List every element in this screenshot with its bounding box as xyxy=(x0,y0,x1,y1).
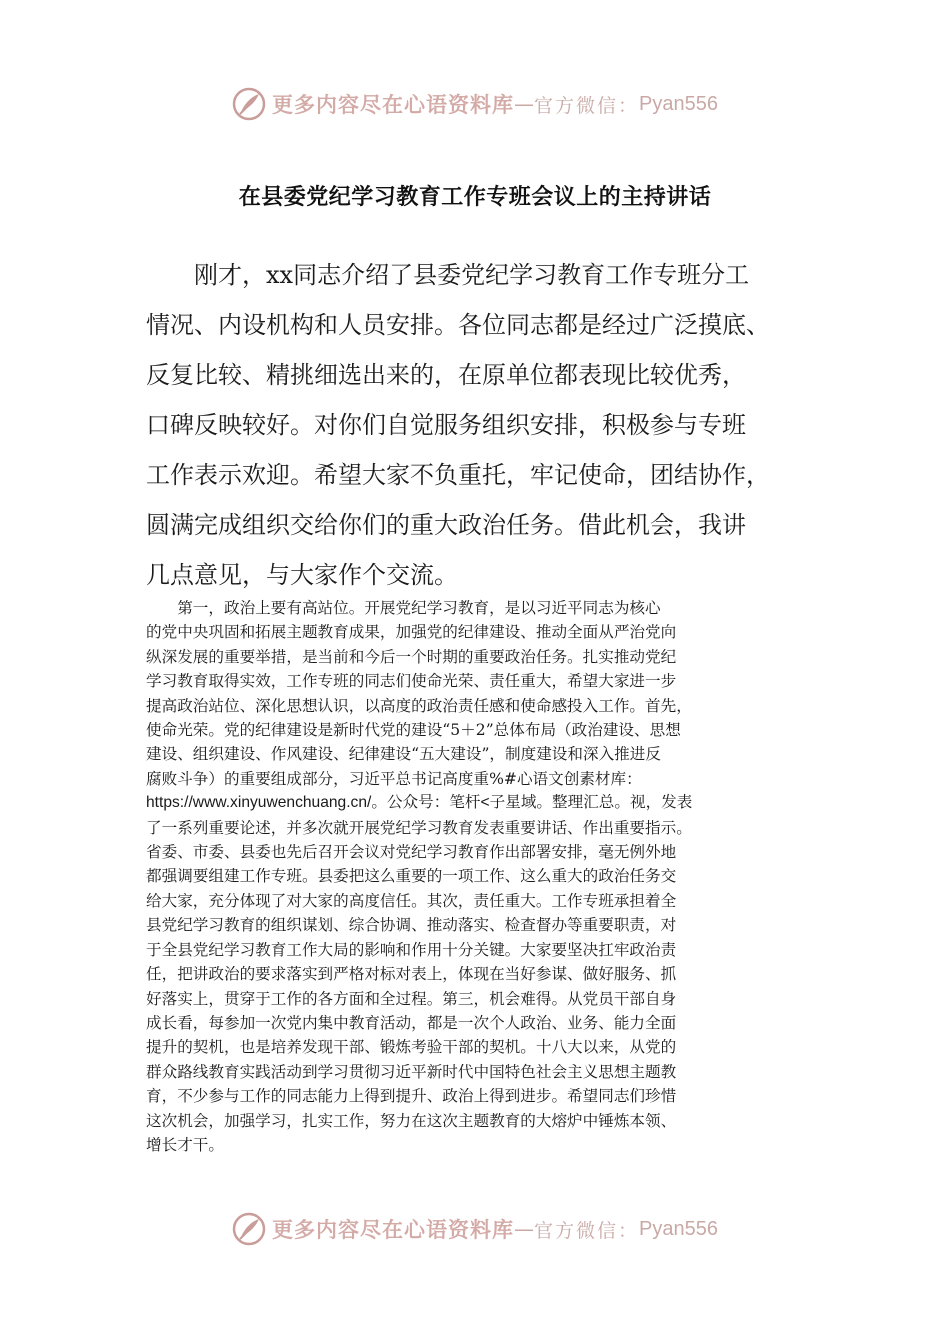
intro-line: 工作表示欢迎。希望大家不负重托，牢记使命，团结协作， xyxy=(146,461,770,489)
body-line: 增长才干。 xyxy=(146,1135,224,1154)
document-title: 在县委党纪学习教育工作专班会议上的主持讲话 xyxy=(238,184,712,210)
body-line: 提高政治站位、深化思想认识，以高度的政治责任感和使命感投入工作。首先， xyxy=(146,696,692,715)
body-line: 给大家，充分体现了对大家的高度信任。其次，责任重大。工作专班承担着全 xyxy=(146,891,677,910)
watermark-brand: 更多内容尽在心语资料库 xyxy=(272,92,514,117)
watermark-separator: — xyxy=(514,1217,534,1241)
intro-line: 口碑反映较好。对你们自觉服务组织安排，积极参与专班 xyxy=(146,411,746,439)
watermark-separator: — xyxy=(514,92,534,116)
watermark-official-label: 官方微信： xyxy=(534,1219,640,1242)
body-line: 育，不少参与工作的同志能力上得到提升、政治上得到进步。希望同志们珍惜 xyxy=(146,1087,677,1106)
watermark-official-label: 官方微信： xyxy=(534,94,640,117)
body-line: 都强调要组建工作专班。县委把这么重要的一项工作、这么重大的政治任务交 xyxy=(146,867,677,886)
header-watermark-banner xyxy=(0,84,950,124)
body-line: 于全县党纪学习教育工作大局的影响和作用十分关键。大家要坚决扛牢政治责 xyxy=(146,940,677,959)
body-line: 建设、组织建设、作风建设、纪律建设“五大建设”，制度建设和深入推进反 xyxy=(146,745,661,764)
intro-line: 圆满完成组织交给你们的重大政治任务。借此机会，我讲 xyxy=(146,511,746,539)
body-line: 使命光荣。党的纪律建设是新时代党的建设“5＋2”总体布局（政治建设、思想 xyxy=(146,721,681,740)
intro-paragraph xyxy=(146,250,806,600)
watermark-brand: 更多内容尽在心语资料库 xyxy=(272,1217,514,1242)
quill-logo-icon xyxy=(232,87,266,121)
body-line: 提升的契机，也是培养发现干部、锻炼考验干部的契机。十八大以来，从党的 xyxy=(146,1038,677,1057)
body-line: 腐败斗争）的重要组成部分，习近平总书记高度重%#心语文创素材库： xyxy=(146,769,642,788)
intro-line: 反复比较、精挑细选出来的，在原单位都表现比较优秀， xyxy=(146,361,746,389)
body-line: 第一，政治上要有高站位。开展党纪学习教育，是以习近平同志为核心 xyxy=(146,599,661,617)
body-line: 成长看，每参加一次党内集中教育活动，都是一次个人政治、业务、能力全面 xyxy=(146,1013,677,1032)
watermark-wechat-id: Pyan556 xyxy=(639,92,718,115)
body-line: 的党中央巩固和拓展主题教育成果，加强党的纪律建设、推动全面从严治党向 xyxy=(146,623,677,642)
intro-line: 刚才，xx同志介绍了县委党纪学习教育工作专班分工 xyxy=(146,261,750,289)
body-line-with-url: https://www.xinyuwenchuang.cn/。公众号：笔杆<子星域。整理汇总。视，发表 xyxy=(146,794,693,812)
intro-line: 几点意见，与大家作个交流。 xyxy=(146,561,458,589)
body-line: 任，把讲政治的要求落实到严格对标对表上，体现在当好参谋、做好服务、抓 xyxy=(146,965,677,984)
body-line: 群众路线教育实践活动到学习贯彻习近平新时代中国特色社会主义思想主题教 xyxy=(146,1062,677,1081)
body-line: 县党纪学习教育的组织谋划、综合协调、推动落实、检查督办等重要职责，对 xyxy=(146,916,677,935)
watermark-wechat-id: Pyan556 xyxy=(639,1217,718,1240)
intro-line: 情况、内设机构和人员安排。各位同志都是经过广泛摸底、 xyxy=(146,311,770,339)
body-paragraph xyxy=(146,596,806,1157)
body-line: 这次机会，加强学习，扎实工作，努力在这次主题教育的大熔炉中锤炼本领、 xyxy=(146,1111,677,1130)
quill-logo-icon xyxy=(232,1212,266,1246)
body-line: 学习教育取得实效，工作专班的同志们使命光荣、责任重大，希望大家进一步 xyxy=(146,672,677,691)
body-line: 纵深发展的重要举措，是当前和今后一个时期的重要政治任务。扎实推动党纪 xyxy=(146,647,677,666)
body-line: 好落实上，贯穿于工作的各方面和全过程。第三，机会难得。从党员干部自身 xyxy=(146,989,677,1008)
body-line: 省委、市委、县委也先后召开会议对党纪学习教育作出部署安排，毫无例外地 xyxy=(146,843,677,862)
body-line: 了一系列重要论述，并多次就开展党纪学习教育发表重要讲话、作出重要指示。 xyxy=(146,818,692,837)
footer-watermark-banner xyxy=(0,1209,950,1249)
